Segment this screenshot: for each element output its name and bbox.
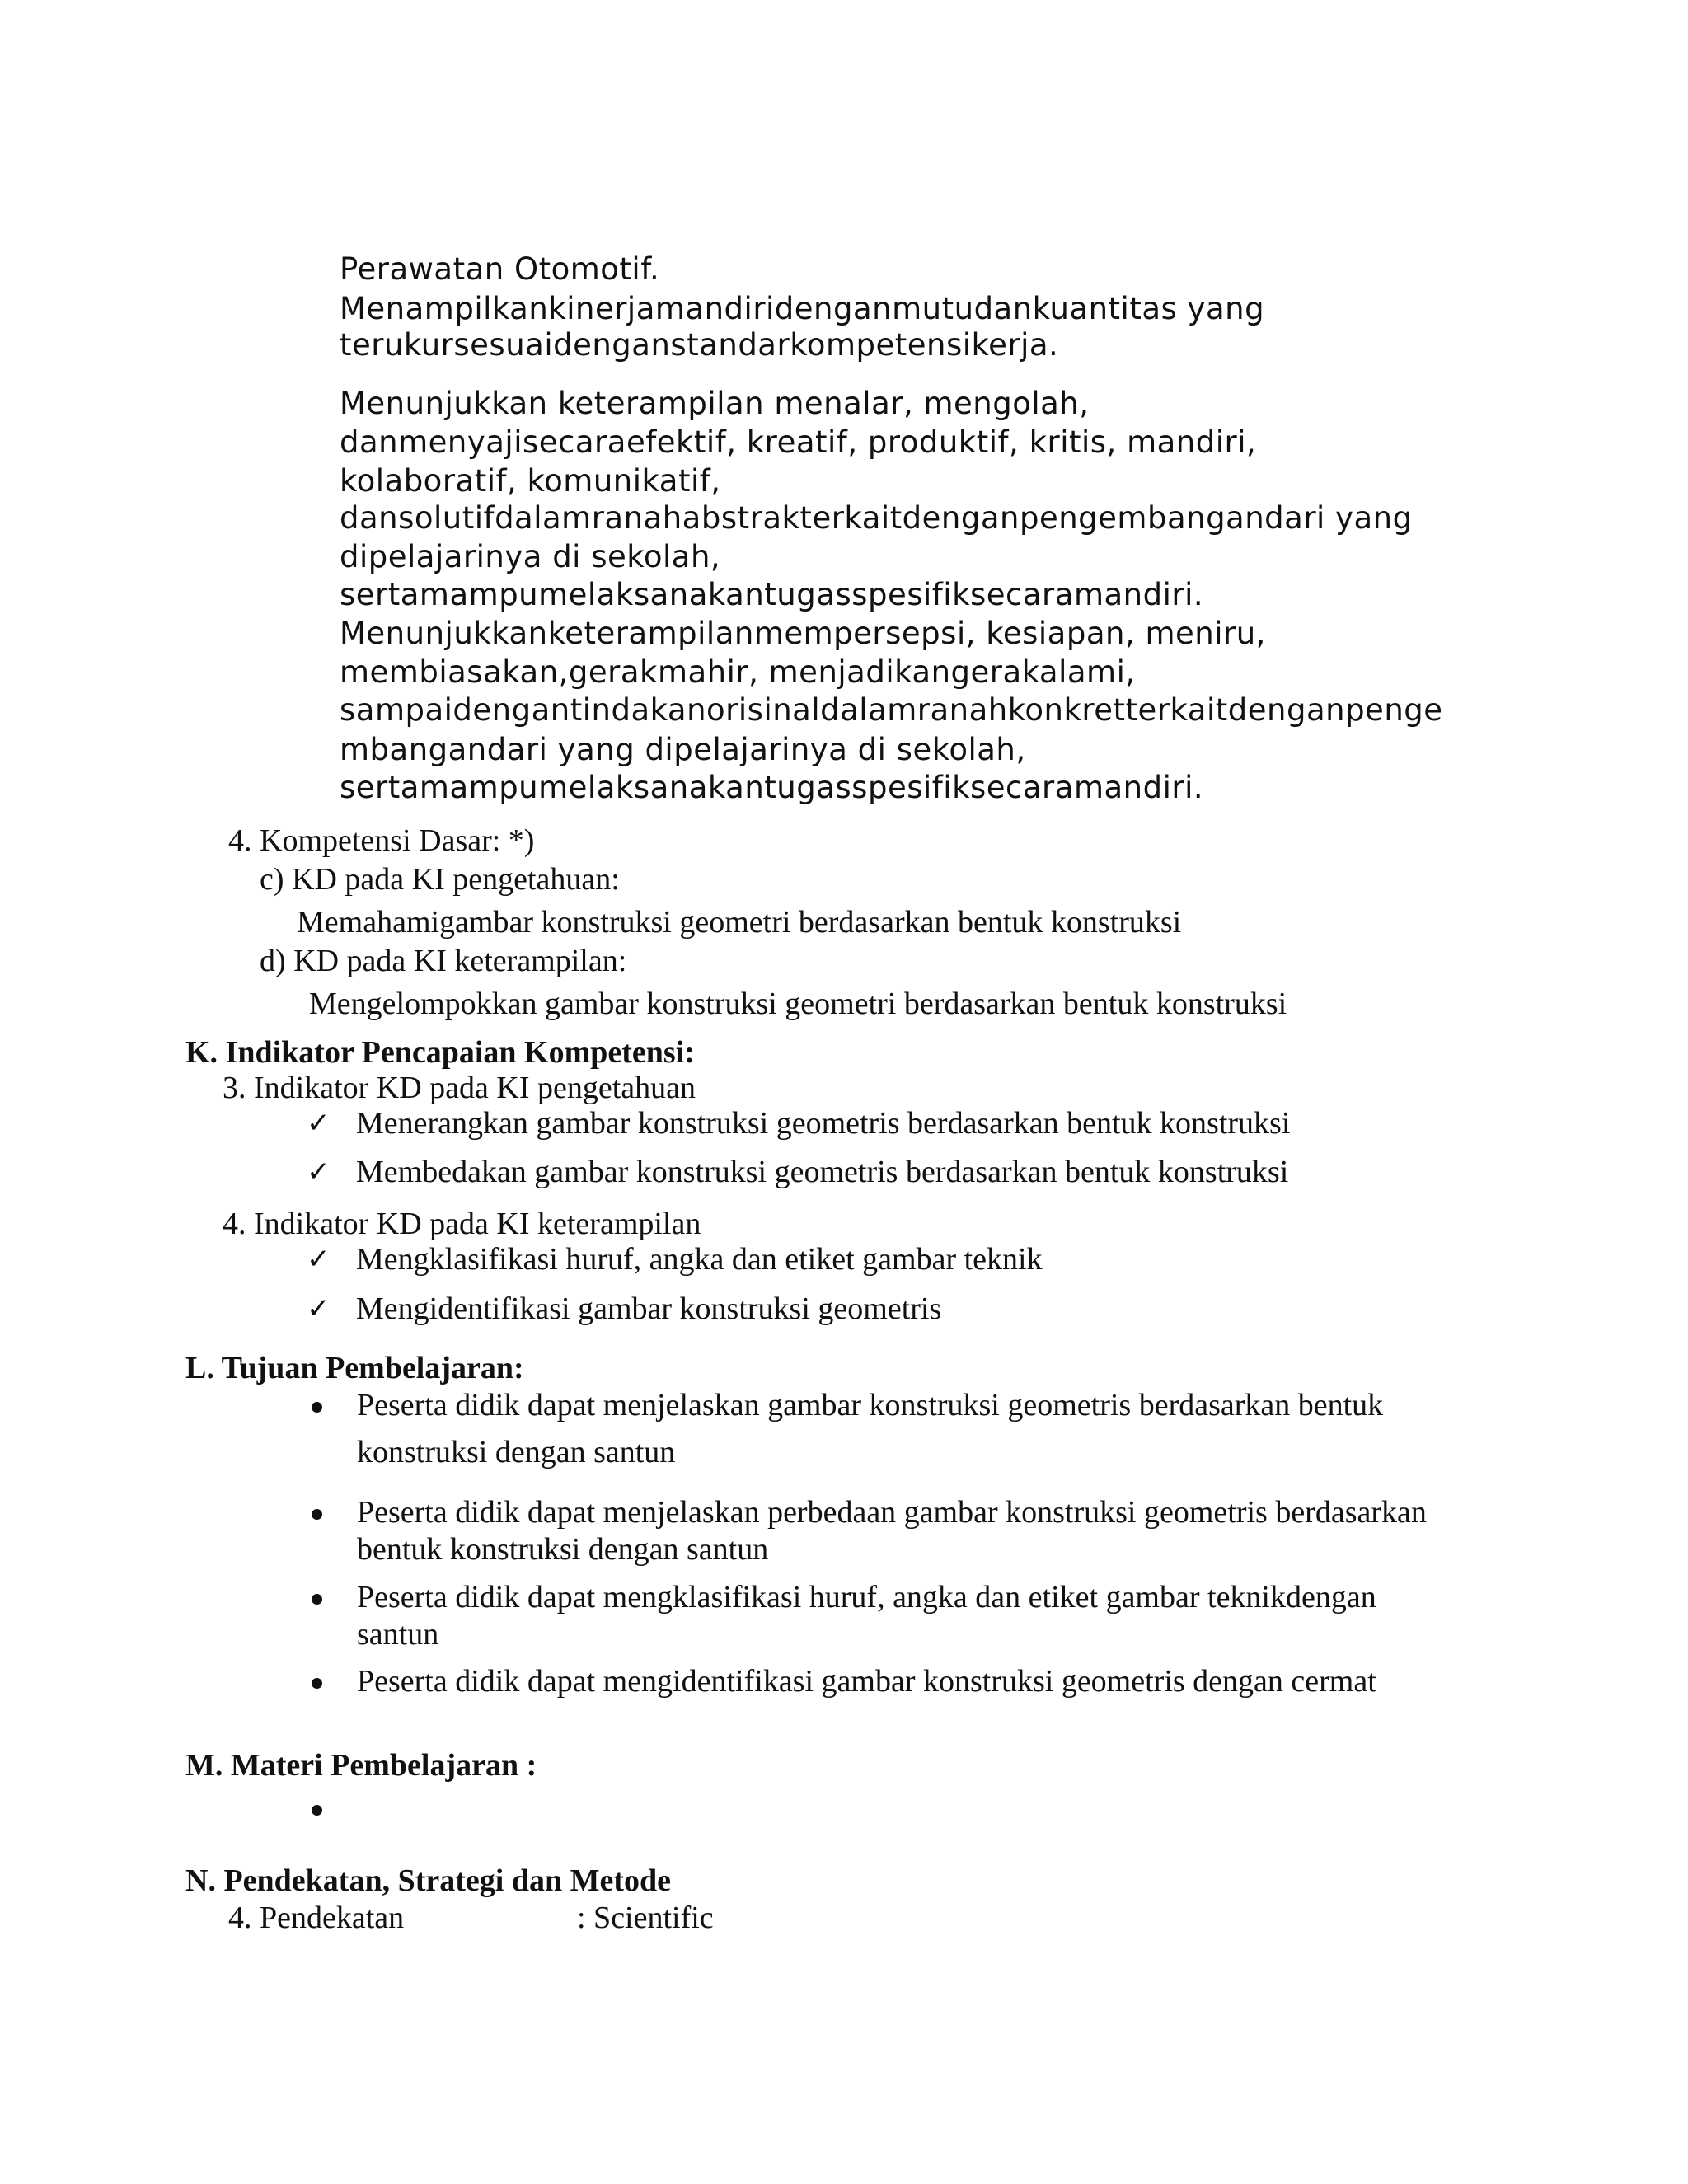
indicator-item: Menerangkan gambar konstruksi geometris berdasarkan bentuk konstruksi — [356, 1106, 1291, 1141]
pendekatan-label: 4. Pendekatan — [228, 1900, 405, 1935]
ki-line: mbangandari yang dipelajarinya di sekolah, — [340, 732, 1026, 767]
ki-line: membiasakan,gerakmahir, menjadikangerakalami, — [340, 654, 1136, 690]
ki-line: sertamampumelaksanakantugasspesifiksecaramandiri. — [340, 577, 1204, 612]
kd-heading: 4. Kompetensi Dasar: *) — [228, 823, 535, 858]
bullet-icon — [312, 1594, 322, 1605]
ki-line: sampaidengantindakanorisinaldalamranahkonkretterkaitdenganpenge — [340, 692, 1443, 728]
ki-line: kolaboratif, komunikatif, — [340, 463, 721, 499]
ki-line: dansolutifdalamranahabstrakterkaitdenganpengembangandari yang — [340, 500, 1413, 536]
objective-item: Peserta didik dapat menjelaskan gambar konstruksi geometris berdasarkan bentuk — [357, 1388, 1384, 1422]
section-l-heading: L. Tujuan Pembelajaran: — [185, 1351, 524, 1385]
objective-item-cont: santun — [357, 1617, 439, 1652]
ki-line: terukursesuaidenganstandarkompetensikerja. — [340, 327, 1059, 363]
objective-item: Peserta didik dapat mengidentifikasi gambar konstruksi geometris dengan cermat — [357, 1664, 1376, 1699]
indicator-item: Mengklasifikasi huruf, angka dan etiket gambar teknik — [356, 1242, 1043, 1277]
section-n-heading: N. Pendekatan, Strategi dan Metode — [185, 1863, 671, 1898]
ki-line: danmenyajisecaraefektif, kreatif, produktif, kritis, mandiri, — [340, 424, 1257, 460]
objective-item-cont: bentuk konstruksi dengan santun — [357, 1532, 769, 1567]
section-k-sub2: 4. Indikator KD pada KI keterampilan — [223, 1207, 701, 1241]
kd-pengetahuan-text: Memahamigambar konstruksi geometri berdasarkan bentuk konstruksi — [297, 905, 1182, 940]
section-k-heading: K. Indikator Pencapaian Kompetensi: — [185, 1035, 695, 1070]
kd-keterampilan-text: Mengelompokkan gambar konstruksi geometri berdasarkan bentuk konstruksi — [309, 987, 1287, 1021]
objective-item: Peserta didik dapat mengklasifikasi huruf, angka dan etiket gambar teknikdengan — [357, 1580, 1376, 1615]
ki-line: Menunjukkanketerampilanmempersepsi, kesiapan, meniru, — [340, 616, 1266, 651]
check-icon: ✓ — [307, 1243, 331, 1276]
section-m-heading: M. Materi Pembelajaran : — [185, 1748, 537, 1783]
ki-line: dipelajarinya di sekolah, — [340, 539, 721, 574]
bullet-icon — [312, 1402, 322, 1413]
check-icon: ✓ — [307, 1155, 331, 1188]
objective-item: Peserta didik dapat menjelaskan perbedaan gambar konstruksi geometris berdasarkan — [357, 1495, 1427, 1530]
check-icon: ✓ — [307, 1107, 331, 1140]
indicator-item: Mengidentifikasi gambar konstruksi geometris — [356, 1291, 942, 1326]
bullet-icon — [312, 1678, 322, 1689]
indicator-item: Membedakan gambar konstruksi geometris berdasarkan bentuk konstruksi — [356, 1155, 1289, 1189]
section-k-sub1: 3. Indikator KD pada KI pengetahuan — [223, 1071, 696, 1105]
ki-line: Perawatan Otomotif. — [340, 251, 660, 287]
ki-line: Menunjukkan keterampilan menalar, mengolah, — [340, 386, 1090, 421]
ki-line: sertamampumelaksanakantugasspesifiksecaramandiri. — [340, 770, 1204, 805]
objective-item-cont: konstruksi dengan santun — [357, 1435, 676, 1469]
pendekatan-value: : Scientific — [577, 1900, 714, 1935]
check-icon: ✓ — [307, 1292, 331, 1325]
bullet-icon — [312, 1805, 322, 1816]
kd-pengetahuan-label: c) KD pada KI pengetahuan: — [260, 862, 620, 897]
kd-keterampilan-label: d) KD pada KI keterampilan: — [260, 944, 627, 978]
ki-line: Menampilkankinerjamandiridenganmutudankuantitas yang — [340, 291, 1265, 326]
bullet-icon — [312, 1509, 322, 1520]
